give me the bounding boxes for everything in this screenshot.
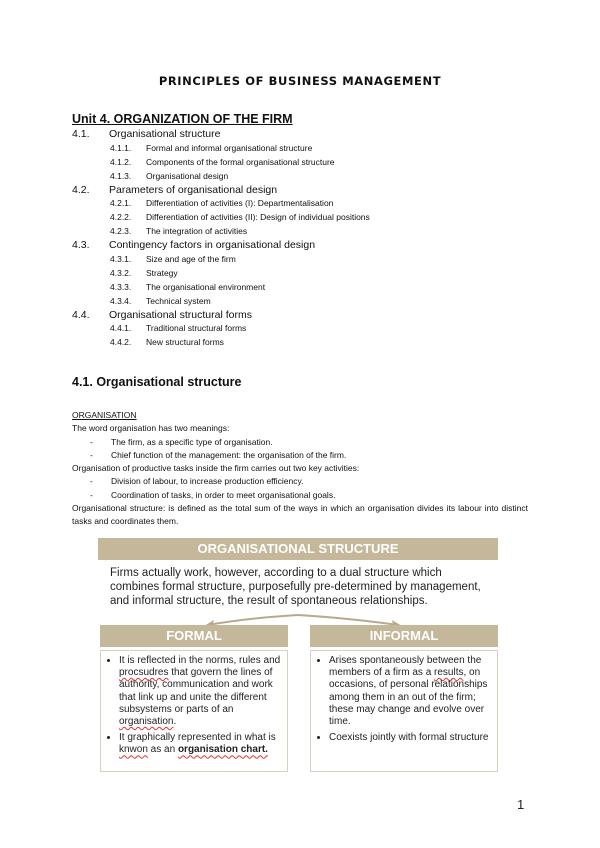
toc-text: Differentiation of activities (II): Design of individual positions	[146, 212, 370, 223]
paragraph: The word organisation has two meanings:	[72, 423, 230, 434]
toc-number: 4.4.2.	[110, 337, 132, 348]
toc-number: 4.4.1.	[110, 323, 132, 334]
toc-text: Traditional structural forms	[146, 323, 247, 334]
toc-text: Differentiation of activities (I): Departmentalisation	[146, 198, 334, 209]
toc-number: 4.3.1.	[110, 254, 132, 265]
toc-entry	[72, 142, 532, 156]
list-item: - Division of labour, to increase production efficiency.	[90, 476, 304, 487]
toc-number: 4.1.	[72, 128, 90, 140]
list-item: • It is reflected in the norms, rules and procsudres that govern the lines of authority, communication and work that link up and unite the different subsystems or parts of an organisation.	[119, 655, 287, 728]
org-structure-diagram	[98, 538, 498, 770]
definition-paragraph: Organisational structure: is defined as the total sum of the ways in which an organisation divides its labour into distinct tasks and coordinates them.	[72, 503, 528, 527]
toc-text: Contingency factors in organisational design	[109, 239, 316, 252]
toc-entry	[72, 184, 532, 198]
toc-text: Organisational structural forms	[109, 308, 252, 321]
toc-text: Organisational design	[146, 170, 229, 181]
toc-text: The integration of activities	[146, 226, 248, 237]
toc-entry	[72, 267, 532, 281]
toc-entry	[72, 156, 532, 170]
toc-entry	[72, 309, 532, 323]
toc-text: Formal and informal organisational structure	[146, 142, 313, 153]
table-of-contents	[72, 128, 532, 350]
diagram-main-text: Firms actually work, however, according to a dual structure which combines formal structure, purposefully pre-determined by management, and informal structure, the result of spontaneous relationships.	[110, 567, 481, 607]
toc-entry	[72, 253, 532, 267]
toc-entry	[72, 322, 532, 336]
toc-text: Strategy	[146, 267, 178, 278]
diagram-header: ORGANISATIONAL STRUCTURE	[98, 538, 498, 560]
toc-entry	[72, 170, 532, 184]
toc-text: Parameters of organisational design	[109, 183, 278, 196]
list-item: • Arises spontaneously between the members of a firm as a results, on occasions, of personal relationships among them in an out of the firm; these may change and evolve over time.	[329, 655, 497, 728]
toc-number: 4.2.1.	[110, 198, 132, 209]
toc-number: 4.1.2.	[110, 156, 132, 167]
unit-heading: Unit 4. ORGANIZATION OF THE FIRM	[72, 112, 293, 126]
toc-entry	[72, 225, 532, 239]
toc-entry	[72, 239, 532, 253]
toc-text: Size and age of the firm	[146, 254, 236, 265]
toc-number: 4.1.3.	[110, 170, 132, 181]
toc-number: 4.2.	[72, 183, 90, 196]
subheading: ORGANISATION	[72, 410, 137, 420]
toc-entry	[72, 336, 532, 350]
toc-number: 4.1.1.	[110, 142, 132, 153]
toc-entry	[72, 295, 532, 309]
body-text	[72, 409, 528, 529]
page-number: 1	[517, 797, 525, 812]
toc-number: 4.3.3.	[110, 281, 132, 292]
list-item: - The firm, as a specific type of organisation.	[90, 436, 273, 447]
toc-entry	[72, 128, 532, 142]
formal-box	[100, 650, 288, 772]
list-item: - Coordination of tasks, in order to meet organisational goals.	[90, 489, 336, 500]
toc-entry	[72, 211, 532, 225]
toc-number: 4.4.	[72, 308, 90, 321]
toc-number: 4.3.4.	[110, 295, 132, 306]
toc-text: Technical system	[146, 295, 211, 306]
list-item: - Chief function of the management: the organisation of the firm.	[90, 449, 347, 460]
informal-header: INFORMAL	[310, 625, 498, 647]
document-title: PRINCIPLES OF BUSINESS MANAGEMENT	[158, 74, 442, 88]
toc-number: 4.3.	[72, 239, 90, 252]
toc-text: Components of the formal organisational structure	[146, 156, 335, 167]
toc-number: 4.2.3.	[110, 226, 132, 237]
toc-entry	[72, 281, 532, 295]
list-item: • Coexists jointly with formal structure	[329, 732, 497, 744]
informal-box	[310, 650, 498, 772]
list-item: • It graphically represented in what is knwon as an organisation chart.	[119, 732, 287, 756]
toc-text: The organisational environment	[146, 281, 266, 292]
section-heading: 4.1. Organisational structure	[72, 375, 242, 389]
paragraph: Organisation of productive tasks inside the firm carries out two key activities:	[72, 463, 360, 474]
toc-number: 4.3.2.	[110, 267, 132, 278]
formal-header: FORMAL	[100, 625, 288, 647]
toc-entry	[72, 197, 532, 211]
toc-text: Organisational structure	[109, 128, 221, 140]
toc-text: New structural forms	[146, 337, 224, 348]
toc-number: 4.2.2.	[110, 212, 132, 223]
